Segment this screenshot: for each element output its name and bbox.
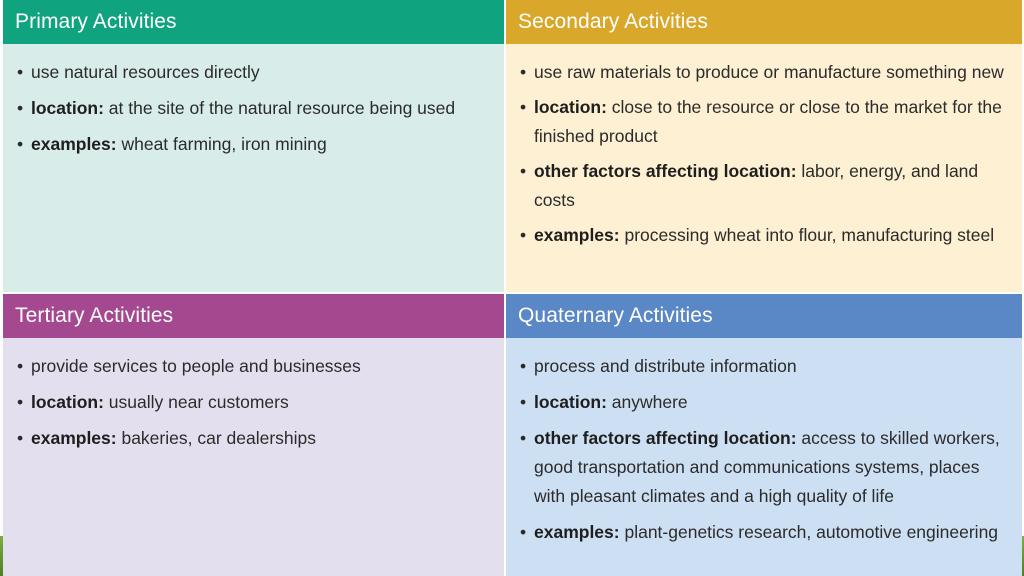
item-label: examples: xyxy=(31,428,117,448)
list-item xyxy=(17,352,494,381)
bullet-icon: • xyxy=(17,428,24,448)
item-label: examples: xyxy=(534,522,620,542)
list-item xyxy=(520,352,1012,381)
item-text: wheat farming, iron mining xyxy=(116,134,327,154)
item-label: examples: xyxy=(534,225,620,245)
item-text: close to the resource or close to the market for the finished product xyxy=(534,97,1002,146)
item-label: other factors affecting location: xyxy=(534,428,797,448)
primary-activities-header: Primary Activities xyxy=(3,0,504,44)
activities-table xyxy=(3,0,1022,576)
item-text: use raw materials to produce or manufacture something new xyxy=(534,62,1004,82)
list-item xyxy=(17,130,494,159)
list-item xyxy=(520,424,1012,511)
secondary-activities-header: Secondary Activities xyxy=(506,0,1022,44)
item-text: at the site of the natural resource being used xyxy=(103,98,456,118)
item-text: process and distribute information xyxy=(534,356,797,376)
list-item xyxy=(520,388,1012,417)
item-text: labor, energy, and land costs xyxy=(534,161,979,210)
bullet-icon: • xyxy=(520,62,527,82)
list-item xyxy=(17,424,494,453)
item-text: bakeries, car dealerships xyxy=(116,428,317,448)
bullet-icon: • xyxy=(520,428,527,448)
bullet-icon: • xyxy=(520,225,527,245)
primary-activities-panel xyxy=(3,0,506,292)
bullet-icon: • xyxy=(520,522,527,542)
item-text: processing wheat into flour, manufacturing steel xyxy=(619,225,995,245)
item-label: location: xyxy=(31,392,104,412)
list-item xyxy=(17,388,494,417)
list-item xyxy=(520,157,1012,215)
list-item xyxy=(520,58,1012,87)
bullet-icon: • xyxy=(17,98,24,118)
item-text: anywhere xyxy=(606,392,688,412)
primary-activities-list xyxy=(3,44,504,159)
list-item xyxy=(17,58,494,87)
secondary-activities-panel xyxy=(506,0,1022,292)
bullet-icon: • xyxy=(520,392,527,412)
bullet-icon: • xyxy=(520,161,527,181)
bullet-icon: • xyxy=(520,97,527,117)
item-label: location: xyxy=(534,97,607,117)
item-text: provide services to people and businesses xyxy=(31,356,361,376)
tertiary-activities-panel xyxy=(3,292,506,576)
item-label: location: xyxy=(31,98,104,118)
list-item xyxy=(520,221,1012,250)
secondary-activities-list xyxy=(506,44,1022,250)
bullet-icon: • xyxy=(17,392,24,412)
list-item xyxy=(520,518,1012,547)
quaternary-activities-header: Quaternary Activities xyxy=(506,294,1022,338)
item-text: use natural resources directly xyxy=(31,62,260,82)
item-text: plant-genetics research, automotive engineering xyxy=(619,522,999,542)
item-label: location: xyxy=(534,392,607,412)
quaternary-activities-list xyxy=(506,338,1022,547)
bullet-icon: • xyxy=(17,356,24,376)
bullet-icon: • xyxy=(17,62,24,82)
item-text: usually near customers xyxy=(103,392,289,412)
item-label: examples: xyxy=(31,134,117,154)
item-label: other factors affecting location: xyxy=(534,161,797,181)
item-text: access to skilled workers, good transportation and communications systems, places with pleasant climates and a high quality of life xyxy=(534,428,1000,506)
tertiary-activities-list xyxy=(3,338,504,453)
tertiary-activities-header: Tertiary Activities xyxy=(3,294,504,338)
list-item xyxy=(17,94,494,123)
bullet-icon: • xyxy=(520,356,527,376)
list-item xyxy=(520,93,1012,151)
bullet-icon: • xyxy=(17,134,24,154)
quaternary-activities-panel xyxy=(506,292,1022,576)
